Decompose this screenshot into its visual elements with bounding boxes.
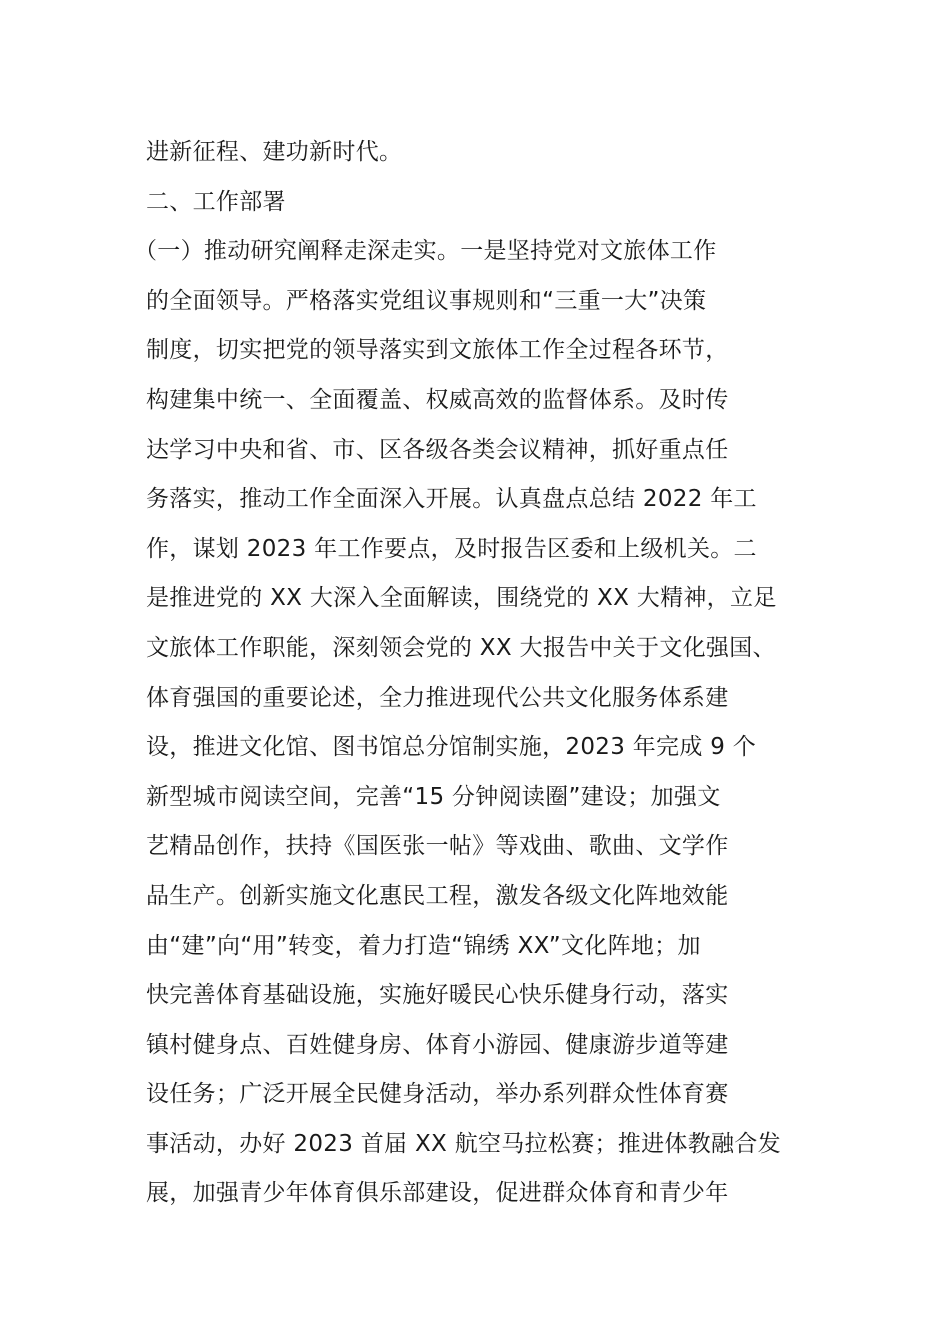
- section-heading: 二、工作部署: [146, 188, 286, 215]
- subsection-heading-line: （一）推动研究阐释走深走实。一是坚持党对文旅体工作: [134, 238, 717, 265]
- text-line: 制度，切实把党的领导落实到文旅体工作全过程各环节，: [146, 337, 729, 364]
- text-line: 镇村健身点、百姓健身房、体育小游园、健康游步道等建: [146, 1031, 729, 1058]
- text-line: 展，加强青少年体育俱乐部建设，促进群众体育和青少年: [146, 1180, 729, 1207]
- text-line: 进新征程、建功新时代。: [146, 139, 403, 165]
- text-line: 的全面领导。严格落实党组议事规则和“三重一大”决策: [146, 287, 707, 314]
- text-line: 体育强国的重要论述，全力推进现代公共文化服务体系建: [146, 684, 729, 711]
- text-line: 设任务；广泛开展全民健身活动，举办系列群众性体育赛: [146, 1081, 729, 1108]
- text-line: 艺精品创作，扶持《国医张一帖》等戏曲、歌曲、文学作: [146, 833, 729, 860]
- text-line: 务落实，推动工作全面深入开展。认真盘点总结 2022 年工: [146, 486, 757, 513]
- text-line: 快完善体育基础设施，实施好暖民心快乐健身行动，落实: [146, 982, 729, 1009]
- text-line: 品生产。创新实施文化惠民工程，激发各级文化阵地效能: [146, 882, 729, 909]
- text-line: 由“建”向“用”转变，着力打造“锦绣 XX”文化阵地；加: [146, 932, 701, 959]
- text-line: 作，谋划 2023 年工作要点，及时报告区委和上级机关。二: [146, 535, 757, 562]
- text-line: 事活动，办好 2023 首届 XX 航空马拉松赛；推进体教融合发: [146, 1130, 781, 1157]
- body-text: [134, 128, 826, 1219]
- text-line: 达学习中央和省、市、区各级各类会议精神，抓好重点任: [146, 436, 729, 463]
- text-line: 构建集中统一、全面覆盖、权威高效的监督体系。及时传: [146, 386, 729, 413]
- text-line: 是推进党的 XX 大深入全面解读，围绕党的 XX 大精神，立足: [146, 585, 777, 612]
- text-line: 新型城市阅读空间，完善“15 分钟阅读圈”建设；加强文: [146, 783, 721, 810]
- text-line: 设，推进文化馆、图书馆总分馆制实施，2023 年完成 9 个: [146, 734, 757, 761]
- text-line: 文旅体工作职能，深刻领会党的 XX 大报告中关于文化强国、: [146, 634, 776, 661]
